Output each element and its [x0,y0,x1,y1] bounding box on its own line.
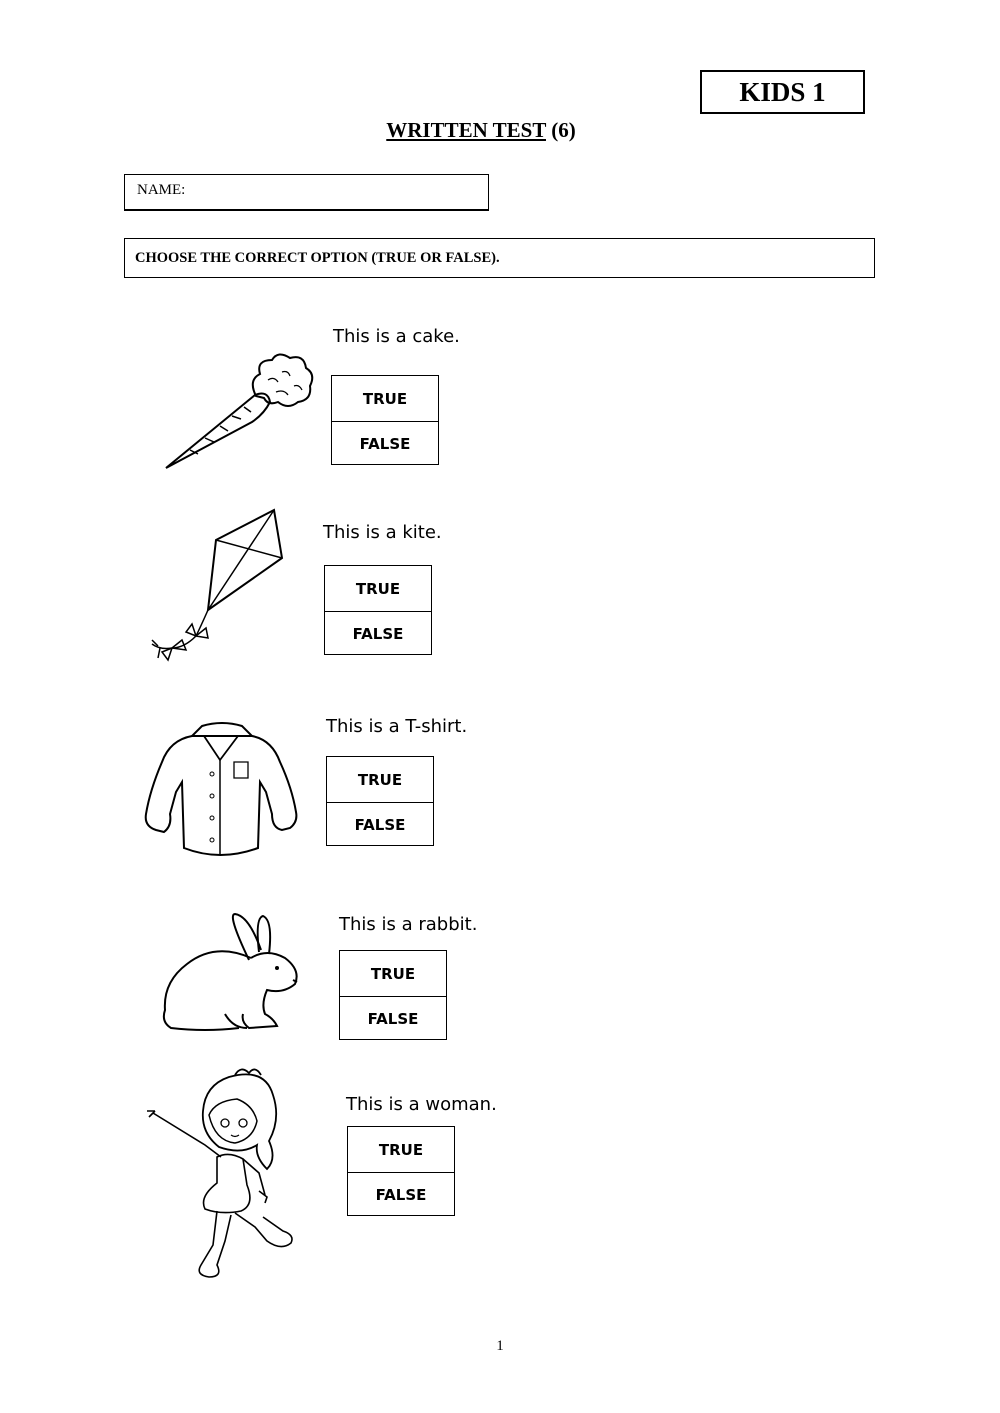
name-label: NAME: [137,182,186,198]
level-label: KIDS 1 [739,76,826,107]
true-false-box [347,1126,455,1216]
true-option[interactable]: TRUE [362,389,408,408]
false-option[interactable]: FALSE [340,996,446,1041]
false-option[interactable]: FALSE [332,421,438,466]
true-option[interactable]: TRUE [355,579,401,598]
true-option[interactable]: TRUE [378,1140,424,1159]
false-option[interactable]: FALSE [327,802,433,847]
name-field[interactable] [124,174,489,211]
page-number: 1 [496,1338,504,1354]
carrot-picture [160,350,320,475]
rabbit-picture [155,910,305,1035]
sentence: This is a T-shirt. [326,716,468,737]
sentence: This is a rabbit. [339,914,478,935]
true-option[interactable]: TRUE [370,964,416,983]
sentence: This is a cake. [333,326,460,347]
true-false-box [331,375,439,465]
sentence: This is a woman. [346,1094,497,1115]
sentence: This is a kite. [323,522,442,543]
false-option[interactable]: FALSE [348,1172,454,1217]
title-text: WRITTEN TEST [386,118,546,142]
true-false-box [326,756,434,846]
page-title [0,118,962,143]
instructions-box [124,238,875,278]
true-option[interactable]: TRUE [357,770,403,789]
kite-picture [148,508,288,663]
level-label-box [700,70,865,114]
true-false-box [324,565,432,655]
test-number: (6) [551,118,576,142]
instructions-text: CHOOSE THE CORRECT OPTION (TRUE OR FALSE). [135,250,500,266]
true-false-box [339,950,447,1040]
shirt-picture [142,722,302,864]
girl-picture [145,1065,300,1287]
false-option[interactable]: FALSE [325,611,431,656]
